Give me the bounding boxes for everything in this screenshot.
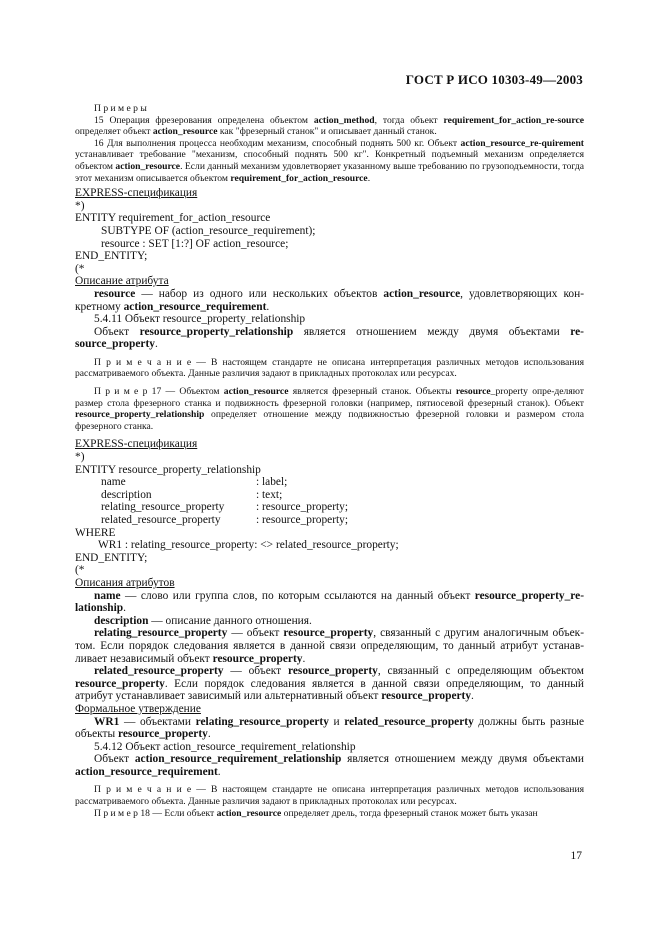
note-2: П р и м е ч а н и е — В настоящем стандарте не описана интерпретация различных методов использования рассматриваемого объекта. Данные различия задают в прикладных протоколах или ресурсах. [75, 784, 584, 808]
express-label-1: EXPRESS-спецификация [75, 187, 198, 200]
code-attribute-line: relating_resource_property : resource_property; [101, 501, 349, 514]
attribute-description: description — описание данного отношения. [94, 614, 312, 627]
attribute-name: name — слово или группа слов, по которым ссылаются на данный объект resource_property_re-lationship. [75, 589, 584, 615]
example-17: П р и м е р 17 — Объектом action_resource является фрезерный станок. Объекты resource_property опре-деляют размер стола фрезерного станка и подвижность фрезерной головки (например, пятиосевой фрезерный станок). Объект resource_property_relationship определяет отношение между подвижностью фрезерной головки и размером стола фрезерного станка. [75, 386, 584, 432]
example-15: 15 Операция фрезерования определена объектом action_method, тогда объект requirement_for_action_re-source определяет объект action_resource как "фрезерный станок" и описывает данный станок. [75, 114, 584, 138]
code-line: END_ENTITY; [75, 551, 148, 564]
express-label-2: EXPRESS-спецификация [75, 438, 198, 451]
code-line: resource : SET [1:?] OF action_resource; [101, 237, 289, 250]
code-attribute-line: related_resource_property : resource_property; [101, 514, 349, 526]
examples-heading: П р и м е р ы [94, 103, 147, 114]
code-line: SUBTYPE OF (action_resource_requirement); [101, 224, 316, 237]
code-line: WR1 : relating_resource_property: <> related_resource_property; [98, 539, 399, 552]
section-5-4-11-title: 5.4.11 Объект resource_property_relationship [94, 313, 306, 326]
section-5-4-12-title: 5.4.12 Объект action_resource_requirement_relationship [94, 740, 356, 753]
attribute-related: related_resource_property — объект resource_property, связанный с определяющим объектом resource_property. Если порядок следования является в данной связи определяющим, то данный атрибут устанавливает зависимый или альтернативный объект resource_property. [75, 665, 584, 703]
code-line: (* [75, 564, 85, 577]
formal-label: Формальное утверждение [75, 702, 201, 715]
example-18: П р и м е р 18 — Если объект action_resource определяет дрель, тогда фрезерный станок может быть указан [94, 807, 538, 819]
code-line: *) [75, 199, 85, 212]
attribute-label-1: Описание атрибута [75, 275, 169, 288]
code-line: WHERE [75, 526, 116, 539]
section-5-4-11-text: Объект resource_property_relationship является отношением между двумя объектами re-source_property. [75, 325, 584, 351]
formal-wr1: WR1 — объектами relating_resource_property и related_resource_property должны быть разные объекты resource_property. [75, 715, 584, 741]
page-content [75, 103, 584, 819]
page-number: 17 [570, 850, 582, 862]
code-line: ENTITY requirement_for_action_resource [75, 212, 271, 225]
attribute-relating: relating_resource_property — объект resource_property, связанный с другим аналогичным объек-том. Если порядок следования является в данной связи определяющим, то данный атрибут устанав-ливает независимый объект resource_property. [75, 627, 585, 665]
code-line: *) [75, 451, 85, 464]
example-16: 16 Для выполнения процесса необходим механизм, способный поднять 500 кг. Объект action_resource_re-quirement устанавливает требование "механизм, способный поднять 500 кг". Конкретный подъемный механизм определяется объектом action_resource. Если данный механизм удовлетворяет указанному выше требованию по грузоподъемности, тогда этот механизм описывается объектом requirement_for_action_resource. [75, 137, 585, 184]
code-attribute-line: name : label; [101, 476, 288, 489]
code-line: ENTITY resource_property_relationship [75, 463, 261, 476]
attribute-resource: resource — набор из одного или нескольких объектов action_resource, удовлетворяющих кон-кретному action_resource_requirement. [75, 287, 585, 313]
code-line: END_ENTITY; [75, 250, 148, 263]
code-line: (* [75, 262, 85, 275]
section-5-4-12-text: Объект action_resource_requirement_relationship является отношением между двумя объектами action_resource_requirement. [75, 753, 584, 778]
note-1: П р и м е ч а н и е — В настоящем стандарте не описана интерпретация различных методов использования рассматриваемого объекта. Данные различия задают в прикладных протоколах или ресурсах. [75, 356, 584, 380]
page-header: ГОСТ Р ИСО 10303-49—2003 [405, 72, 583, 87]
code-attribute-line: description : text; [101, 488, 283, 501]
attribute-label-2: Описания атрибутов [75, 576, 175, 589]
